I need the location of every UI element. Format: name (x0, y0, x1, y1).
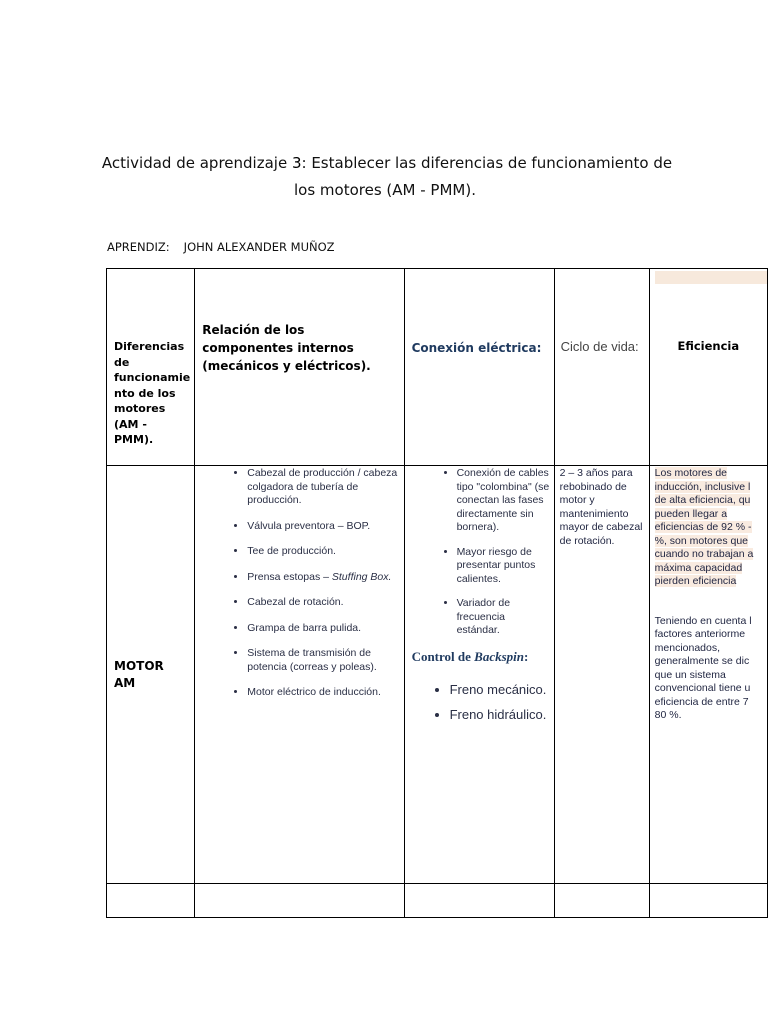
empty-cell (649, 884, 767, 918)
relacion-list (195, 467, 403, 700)
cell-relacion (195, 466, 404, 884)
list-item: • Conexión de cables tipo "colombina" (se conectan las fases directamente sin bornera). (457, 467, 550, 535)
row-empty (107, 884, 768, 918)
document-title (60, 150, 710, 204)
header-row (107, 269, 768, 466)
empty-cell (554, 884, 649, 918)
highlight-band (655, 271, 767, 284)
eficiencia-text (650, 466, 767, 723)
list-item: • Variador de frecuencia estándar. (457, 597, 550, 638)
conexion-list (405, 467, 554, 638)
header-ciclo: Ciclo de vida: (554, 269, 649, 466)
cell-ciclo (554, 466, 649, 884)
title-line-2: los motores (AM - PMM). (294, 181, 476, 199)
empty-cell (107, 884, 195, 918)
empty-cell (404, 884, 554, 918)
header-diferencias: Diferencias de funcionamie nto de los motores (AM - PMM). (107, 269, 195, 466)
cell-eficiencia (649, 466, 767, 884)
list-item: • Sistema de transmisión de potencia (correas y poleas). (247, 647, 397, 674)
backspin-list (405, 681, 554, 723)
student-line (107, 240, 335, 254)
empty-cell (195, 884, 404, 918)
title-line-1: Actividad de aprendizaje 3: Establecer las diferencias de funcionamiento de (101, 154, 673, 172)
list-item: • Mayor riesgo de presentar puntos calientes. (457, 546, 550, 587)
list-item: • Motor eléctrico de inducción. (247, 686, 397, 700)
header-eficiencia: Eficiencia (649, 269, 767, 466)
comparison-table (106, 268, 768, 918)
cell-conexion (404, 466, 554, 884)
aprendiz-name: JOHN ALEXANDER MUÑOZ (183, 240, 335, 254)
list-item: • Cabezal de producción / cabeza colgadora de tubería de producción. (247, 467, 397, 508)
list-item: • Prensa estopas – Stuffing Box. (247, 571, 397, 585)
header-conexion: Conexión eléctrica: (404, 269, 554, 466)
eficiencia-paragraph-2: Teniendo en cuenta l factores anteriorme mencionados, generalmente se dic que un sistema convencional tiene u eficiencia de entre 7 80 %. (654, 614, 752, 721)
list-item: • Freno mecánico. (450, 681, 550, 698)
aprendiz-label: APRENDIZ: (107, 240, 170, 254)
ciclo-text: 2 – 3 años para rebobinado de motor y mantenimiento mayor de cabezal de rotación. (559, 467, 643, 547)
row-motor-am (107, 466, 768, 884)
list-item: • Tee de producción. (247, 545, 397, 559)
backspin-heading: Control de Backspin: (411, 648, 529, 664)
header-relacion: Relación de los componentes internos (mecánicos y eléctricos). (195, 269, 404, 466)
eficiencia-paragraph-1: Los motores de inducción, inclusive l de alta eficiencia, qu pueden llegar a eficiencias de 92 % - %, son motores que cuando no trabajan a máxima capacidad pierden eficiencia (654, 467, 754, 587)
list-item: • Freno hidráulico. (450, 706, 550, 723)
row-label-motor-am: MOTOR AM (107, 466, 195, 884)
list-item: • Cabezal de rotación. (247, 596, 397, 610)
list-item: • Grampa de barra pulida. (247, 622, 397, 636)
list-item: • Válvula preventora – BOP. (247, 520, 397, 534)
